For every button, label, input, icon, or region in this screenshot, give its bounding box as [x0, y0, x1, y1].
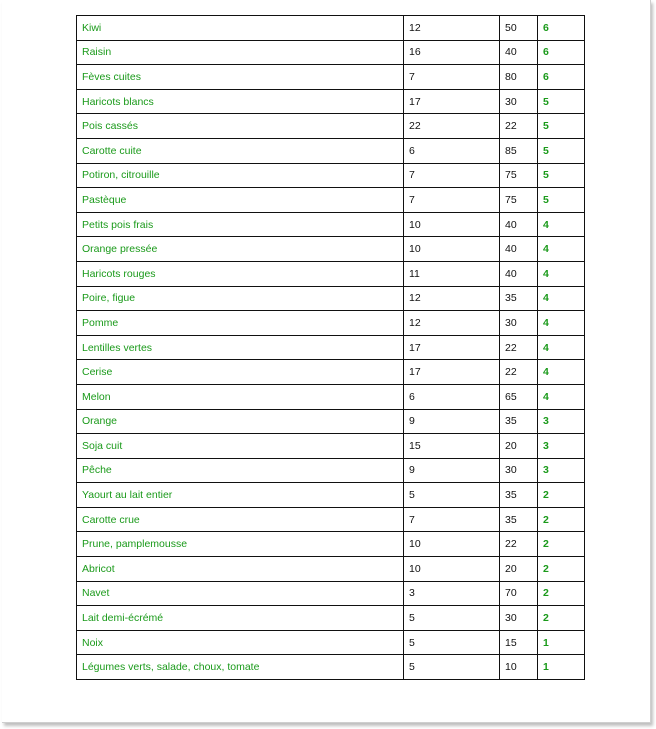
food-name-cell: Noix [77, 630, 404, 655]
value-b-cell: 80 [500, 65, 538, 90]
food-name-cell: Petits pois frais [77, 212, 404, 237]
value-b-cell: 30 [500, 311, 538, 336]
table-row [77, 507, 585, 532]
table-row [77, 655, 585, 680]
score-cell: 2 [538, 532, 585, 557]
food-name-cell: Orange pressée [77, 237, 404, 262]
value-b-cell: 20 [500, 557, 538, 582]
value-b-cell: 75 [500, 188, 538, 213]
value-a-cell: 5 [404, 483, 500, 508]
table-row [77, 114, 585, 139]
value-a-cell: 5 [404, 630, 500, 655]
value-a-cell: 15 [404, 434, 500, 459]
table-row [77, 311, 585, 336]
table-row [77, 630, 585, 655]
score-cell: 2 [538, 507, 585, 532]
value-a-cell: 3 [404, 581, 500, 606]
table-row [77, 40, 585, 65]
score-cell: 6 [538, 65, 585, 90]
value-a-cell: 17 [404, 89, 500, 114]
food-name-cell: Carotte cuite [77, 138, 404, 163]
table-row [77, 16, 585, 41]
value-b-cell: 30 [500, 458, 538, 483]
food-name-cell: Pomme [77, 311, 404, 336]
table-row [77, 188, 585, 213]
score-cell: 2 [538, 557, 585, 582]
table-row [77, 557, 585, 582]
value-a-cell: 7 [404, 507, 500, 532]
value-a-cell: 5 [404, 606, 500, 631]
value-a-cell: 6 [404, 138, 500, 163]
food-name-cell: Lait demi-écrémé [77, 606, 404, 631]
food-name-cell: Légumes verts, salade, choux, tomate [77, 655, 404, 680]
table-row [77, 89, 585, 114]
value-b-cell: 30 [500, 606, 538, 631]
value-a-cell: 7 [404, 188, 500, 213]
value-b-cell: 10 [500, 655, 538, 680]
value-b-cell: 30 [500, 89, 538, 114]
value-b-cell: 15 [500, 630, 538, 655]
value-b-cell: 65 [500, 384, 538, 409]
food-name-cell: Melon [77, 384, 404, 409]
food-name-cell: Haricots rouges [77, 261, 404, 286]
value-b-cell: 40 [500, 237, 538, 262]
table-row [77, 335, 585, 360]
table-row [77, 138, 585, 163]
food-name-cell: Navet [77, 581, 404, 606]
food-name-cell: Fèves cuites [77, 65, 404, 90]
value-b-cell: 50 [500, 16, 538, 41]
table-row [77, 458, 585, 483]
score-cell: 3 [538, 409, 585, 434]
score-cell: 2 [538, 581, 585, 606]
value-b-cell: 20 [500, 434, 538, 459]
table-row [77, 483, 585, 508]
value-a-cell: 7 [404, 163, 500, 188]
value-a-cell: 5 [404, 655, 500, 680]
value-b-cell: 40 [500, 40, 538, 65]
table-row [77, 261, 585, 286]
food-name-cell: Abricot [77, 557, 404, 582]
value-b-cell: 85 [500, 138, 538, 163]
food-name-cell: Prune, pamplemousse [77, 532, 404, 557]
food-name-cell: Pois cassés [77, 114, 404, 139]
food-name-cell: Kiwi [77, 16, 404, 41]
score-cell: 6 [538, 16, 585, 41]
value-b-cell: 40 [500, 261, 538, 286]
value-b-cell: 35 [500, 409, 538, 434]
food-name-cell: Orange [77, 409, 404, 434]
food-name-cell: Lentilles vertes [77, 335, 404, 360]
score-cell: 2 [538, 483, 585, 508]
value-a-cell: 17 [404, 360, 500, 385]
value-b-cell: 35 [500, 507, 538, 532]
score-cell: 4 [538, 335, 585, 360]
food-name-cell: Potiron, citrouille [77, 163, 404, 188]
table-row [77, 409, 585, 434]
score-cell: 5 [538, 114, 585, 139]
value-a-cell: 17 [404, 335, 500, 360]
table-row [77, 606, 585, 631]
table-row [77, 237, 585, 262]
table-row [77, 360, 585, 385]
value-b-cell: 22 [500, 360, 538, 385]
value-b-cell: 75 [500, 163, 538, 188]
table-row [77, 65, 585, 90]
value-a-cell: 10 [404, 532, 500, 557]
value-a-cell: 9 [404, 458, 500, 483]
value-a-cell: 10 [404, 557, 500, 582]
food-name-cell: Soja cuit [77, 434, 404, 459]
value-a-cell: 9 [404, 409, 500, 434]
value-a-cell: 12 [404, 16, 500, 41]
value-a-cell: 22 [404, 114, 500, 139]
value-b-cell: 22 [500, 335, 538, 360]
score-cell: 1 [538, 655, 585, 680]
table-body [77, 16, 585, 680]
score-cell: 5 [538, 188, 585, 213]
value-b-cell: 40 [500, 212, 538, 237]
score-cell: 5 [538, 89, 585, 114]
score-cell: 6 [538, 40, 585, 65]
value-a-cell: 12 [404, 286, 500, 311]
table-row [77, 434, 585, 459]
food-name-cell: Carotte crue [77, 507, 404, 532]
score-cell: 4 [538, 237, 585, 262]
value-a-cell: 7 [404, 65, 500, 90]
value-b-cell: 70 [500, 581, 538, 606]
value-b-cell: 35 [500, 286, 538, 311]
value-a-cell: 12 [404, 311, 500, 336]
score-cell: 4 [538, 384, 585, 409]
value-a-cell: 10 [404, 237, 500, 262]
value-b-cell: 22 [500, 114, 538, 139]
table-row [77, 286, 585, 311]
table-row [77, 163, 585, 188]
score-cell: 3 [538, 434, 585, 459]
table-row [77, 212, 585, 237]
value-a-cell: 11 [404, 261, 500, 286]
table-row [77, 532, 585, 557]
food-table [76, 15, 585, 680]
value-a-cell: 6 [404, 384, 500, 409]
score-cell: 4 [538, 360, 585, 385]
score-cell: 5 [538, 163, 585, 188]
value-a-cell: 16 [404, 40, 500, 65]
table-row [77, 581, 585, 606]
score-cell: 4 [538, 286, 585, 311]
value-a-cell: 10 [404, 212, 500, 237]
score-cell: 2 [538, 606, 585, 631]
food-name-cell: Yaourt au lait entier [77, 483, 404, 508]
food-name-cell: Cerise [77, 360, 404, 385]
score-cell: 4 [538, 261, 585, 286]
food-name-cell: Raisin [77, 40, 404, 65]
score-cell: 4 [538, 311, 585, 336]
table-row [77, 384, 585, 409]
food-name-cell: Poire, figue [77, 286, 404, 311]
value-b-cell: 22 [500, 532, 538, 557]
value-b-cell: 35 [500, 483, 538, 508]
score-cell: 5 [538, 138, 585, 163]
score-cell: 1 [538, 630, 585, 655]
score-cell: 4 [538, 212, 585, 237]
food-name-cell: Pastèque [77, 188, 404, 213]
score-cell: 3 [538, 458, 585, 483]
food-name-cell: Haricots blancs [77, 89, 404, 114]
food-name-cell: Pêche [77, 458, 404, 483]
